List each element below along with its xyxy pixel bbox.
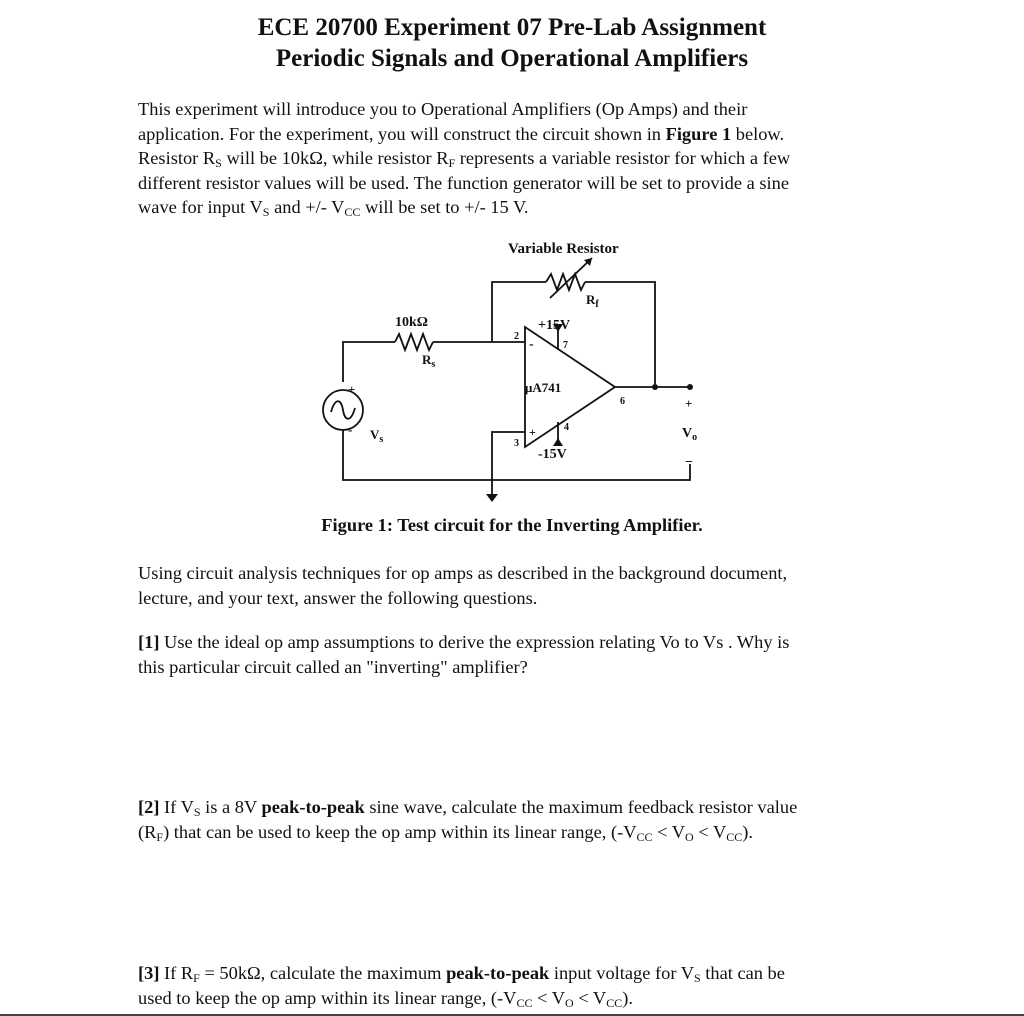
vminus-arrow: [553, 438, 563, 446]
instructions-line-1: Using circuit analysis techniques for op amps as described in the background document,: [138, 563, 788, 583]
question-1-line-1: [138, 630, 898, 655]
question-2: [138, 795, 898, 844]
instructions-paragraph: [138, 561, 898, 610]
noninverting-ground-wire: [492, 432, 525, 494]
question-1-line-2: this particular circuit called an "inverting" amplifier?: [138, 656, 528, 677]
question-1: [138, 630, 898, 679]
subscript: CC: [726, 829, 743, 844]
intro-text: Resistor R: [138, 148, 216, 168]
subscript: F: [156, 829, 164, 844]
feedback-wire-left: [492, 282, 546, 342]
intro-line-5: [138, 195, 898, 220]
source-vs-label: [370, 427, 383, 445]
intro-text: will be set to +/- 15 V.: [360, 197, 529, 217]
output-terminal-dot: [687, 384, 693, 390]
question-3-line-2: [138, 986, 898, 1011]
question-number: [1]: [138, 632, 160, 652]
question-text: is a 8V: [200, 797, 262, 817]
subscript: CC: [636, 829, 653, 844]
pin-7-label: 7: [563, 340, 568, 351]
question-text: sine wave, calculate the maximum feedback resistor value: [364, 797, 798, 817]
question-text: = 50kΩ, calculate the maximum: [199, 963, 447, 983]
intro-text: and +/- V: [269, 197, 345, 217]
document-subtitle: Periodic Signals and Operational Amplifiers: [275, 45, 749, 72]
vs-label-main: V: [370, 427, 380, 442]
rf-label-sub: f: [595, 299, 599, 310]
intro-paragraph: [138, 97, 898, 220]
vs-label-sub: s: [379, 434, 384, 445]
negative-supply-label: -15V: [538, 447, 567, 462]
question-text: < V: [652, 821, 686, 842]
output-plus-sign: +: [685, 396, 693, 411]
rf-label: [586, 292, 599, 310]
emphasis: peak-to-peak: [446, 963, 550, 983]
pin-3-label: 3: [514, 438, 519, 449]
question-text: that can be: [700, 963, 785, 983]
subscript: O: [564, 995, 574, 1010]
subscript: F: [193, 971, 200, 985]
rs-label-sub: s: [431, 359, 436, 370]
source-minus-sign: -: [348, 422, 353, 437]
question-text: ) that can be used to keep the op amp within its linear range, (-V: [163, 821, 637, 842]
question-3-line-1: [138, 961, 898, 986]
subscript: F: [448, 156, 456, 170]
question-text: (R: [138, 821, 157, 842]
question-2-line-1: [138, 795, 898, 820]
subscript: S: [693, 971, 701, 985]
figure-caption: Figure 1: Test circuit for the Inverting Amplifier.: [321, 515, 703, 535]
resistor-rs: [395, 334, 433, 350]
question-2-line-2: [138, 820, 898, 845]
intro-line-4: different resistor values will be used. The function generator will be set to provide a sine: [138, 172, 789, 193]
intro-text: represents a variable resistor for which a few: [455, 148, 791, 168]
instructions-line-2: lecture, and your text, answer the following questions.: [138, 587, 538, 608]
output-minus-sign: −: [685, 455, 693, 470]
intro-line-2: [138, 122, 898, 147]
pin-6-label: 6: [620, 396, 625, 407]
question-text: < V: [532, 987, 565, 1008]
subscript: S: [193, 805, 201, 819]
subscript: O: [685, 829, 694, 844]
output-vo-label: [682, 426, 697, 443]
subscript: CC: [516, 995, 533, 1010]
subscript: S: [215, 156, 222, 170]
vo-label-sub: o: [692, 432, 698, 443]
question-text: used to keep the op amp within its linear range, (-V: [138, 987, 517, 1008]
question-3: [138, 961, 898, 1010]
variable-resistor-label: Variable Resistor: [508, 241, 619, 257]
question-text: < V: [693, 821, 727, 842]
intro-text: below.: [731, 123, 785, 144]
sine-wave-glyph: [331, 401, 355, 419]
document-title: ECE 20700 Experiment 07 Pre-Lab Assignment: [257, 14, 767, 41]
intro-text: application. For the experiment, you will construct the circuit shown in: [138, 123, 666, 144]
question-number: [3]: [138, 963, 160, 983]
feedback-wire-right: [585, 282, 655, 384]
inverting-input-sign: -: [529, 337, 534, 352]
question-text: If V: [159, 797, 194, 817]
intro-text: wave for input V: [138, 197, 263, 217]
rs-label: [422, 352, 435, 370]
intro-line-3: [138, 146, 898, 171]
subscript: CC: [344, 205, 361, 219]
opamp-model-label: μA741: [525, 380, 562, 395]
question-text: < V: [573, 987, 607, 1008]
ground-arrow: [486, 494, 498, 502]
figure-reference: Figure 1: [665, 123, 732, 144]
emphasis: peak-to-peak: [261, 797, 365, 817]
output-junction-dot: [652, 384, 658, 390]
inverting-amplifier-circuit-diagram: [300, 232, 720, 512]
noninverting-input-sign: +: [529, 425, 536, 439]
pin-2-label: 2: [514, 331, 519, 342]
positive-supply-label: +15V: [538, 318, 571, 333]
question-number: [2]: [138, 797, 160, 817]
input-wire: [343, 342, 395, 382]
question-text: If R: [159, 963, 194, 983]
intro-line-1: This experiment will introduce you to Operational Amplifiers (Op Amps) and their: [138, 99, 748, 119]
question-text: input voltage for V: [549, 963, 694, 983]
question-text: ).: [622, 987, 633, 1008]
source-plus-sign: +: [348, 382, 356, 397]
question-text: ).: [742, 821, 753, 842]
intro-text: will be 10kΩ, while resistor R: [221, 148, 449, 168]
subscript: S: [262, 205, 270, 219]
vo-label-main: V: [682, 426, 693, 441]
pin-4-label: 4: [564, 422, 569, 433]
rf-label-main: R: [586, 292, 596, 307]
rs-label-main: R: [422, 352, 432, 367]
subscript: CC: [606, 995, 623, 1010]
question-text: Use the ideal op amp assumptions to derive the expression relating Vo to Vs . Why is: [159, 632, 790, 652]
rs-value-label: 10kΩ: [395, 315, 428, 330]
